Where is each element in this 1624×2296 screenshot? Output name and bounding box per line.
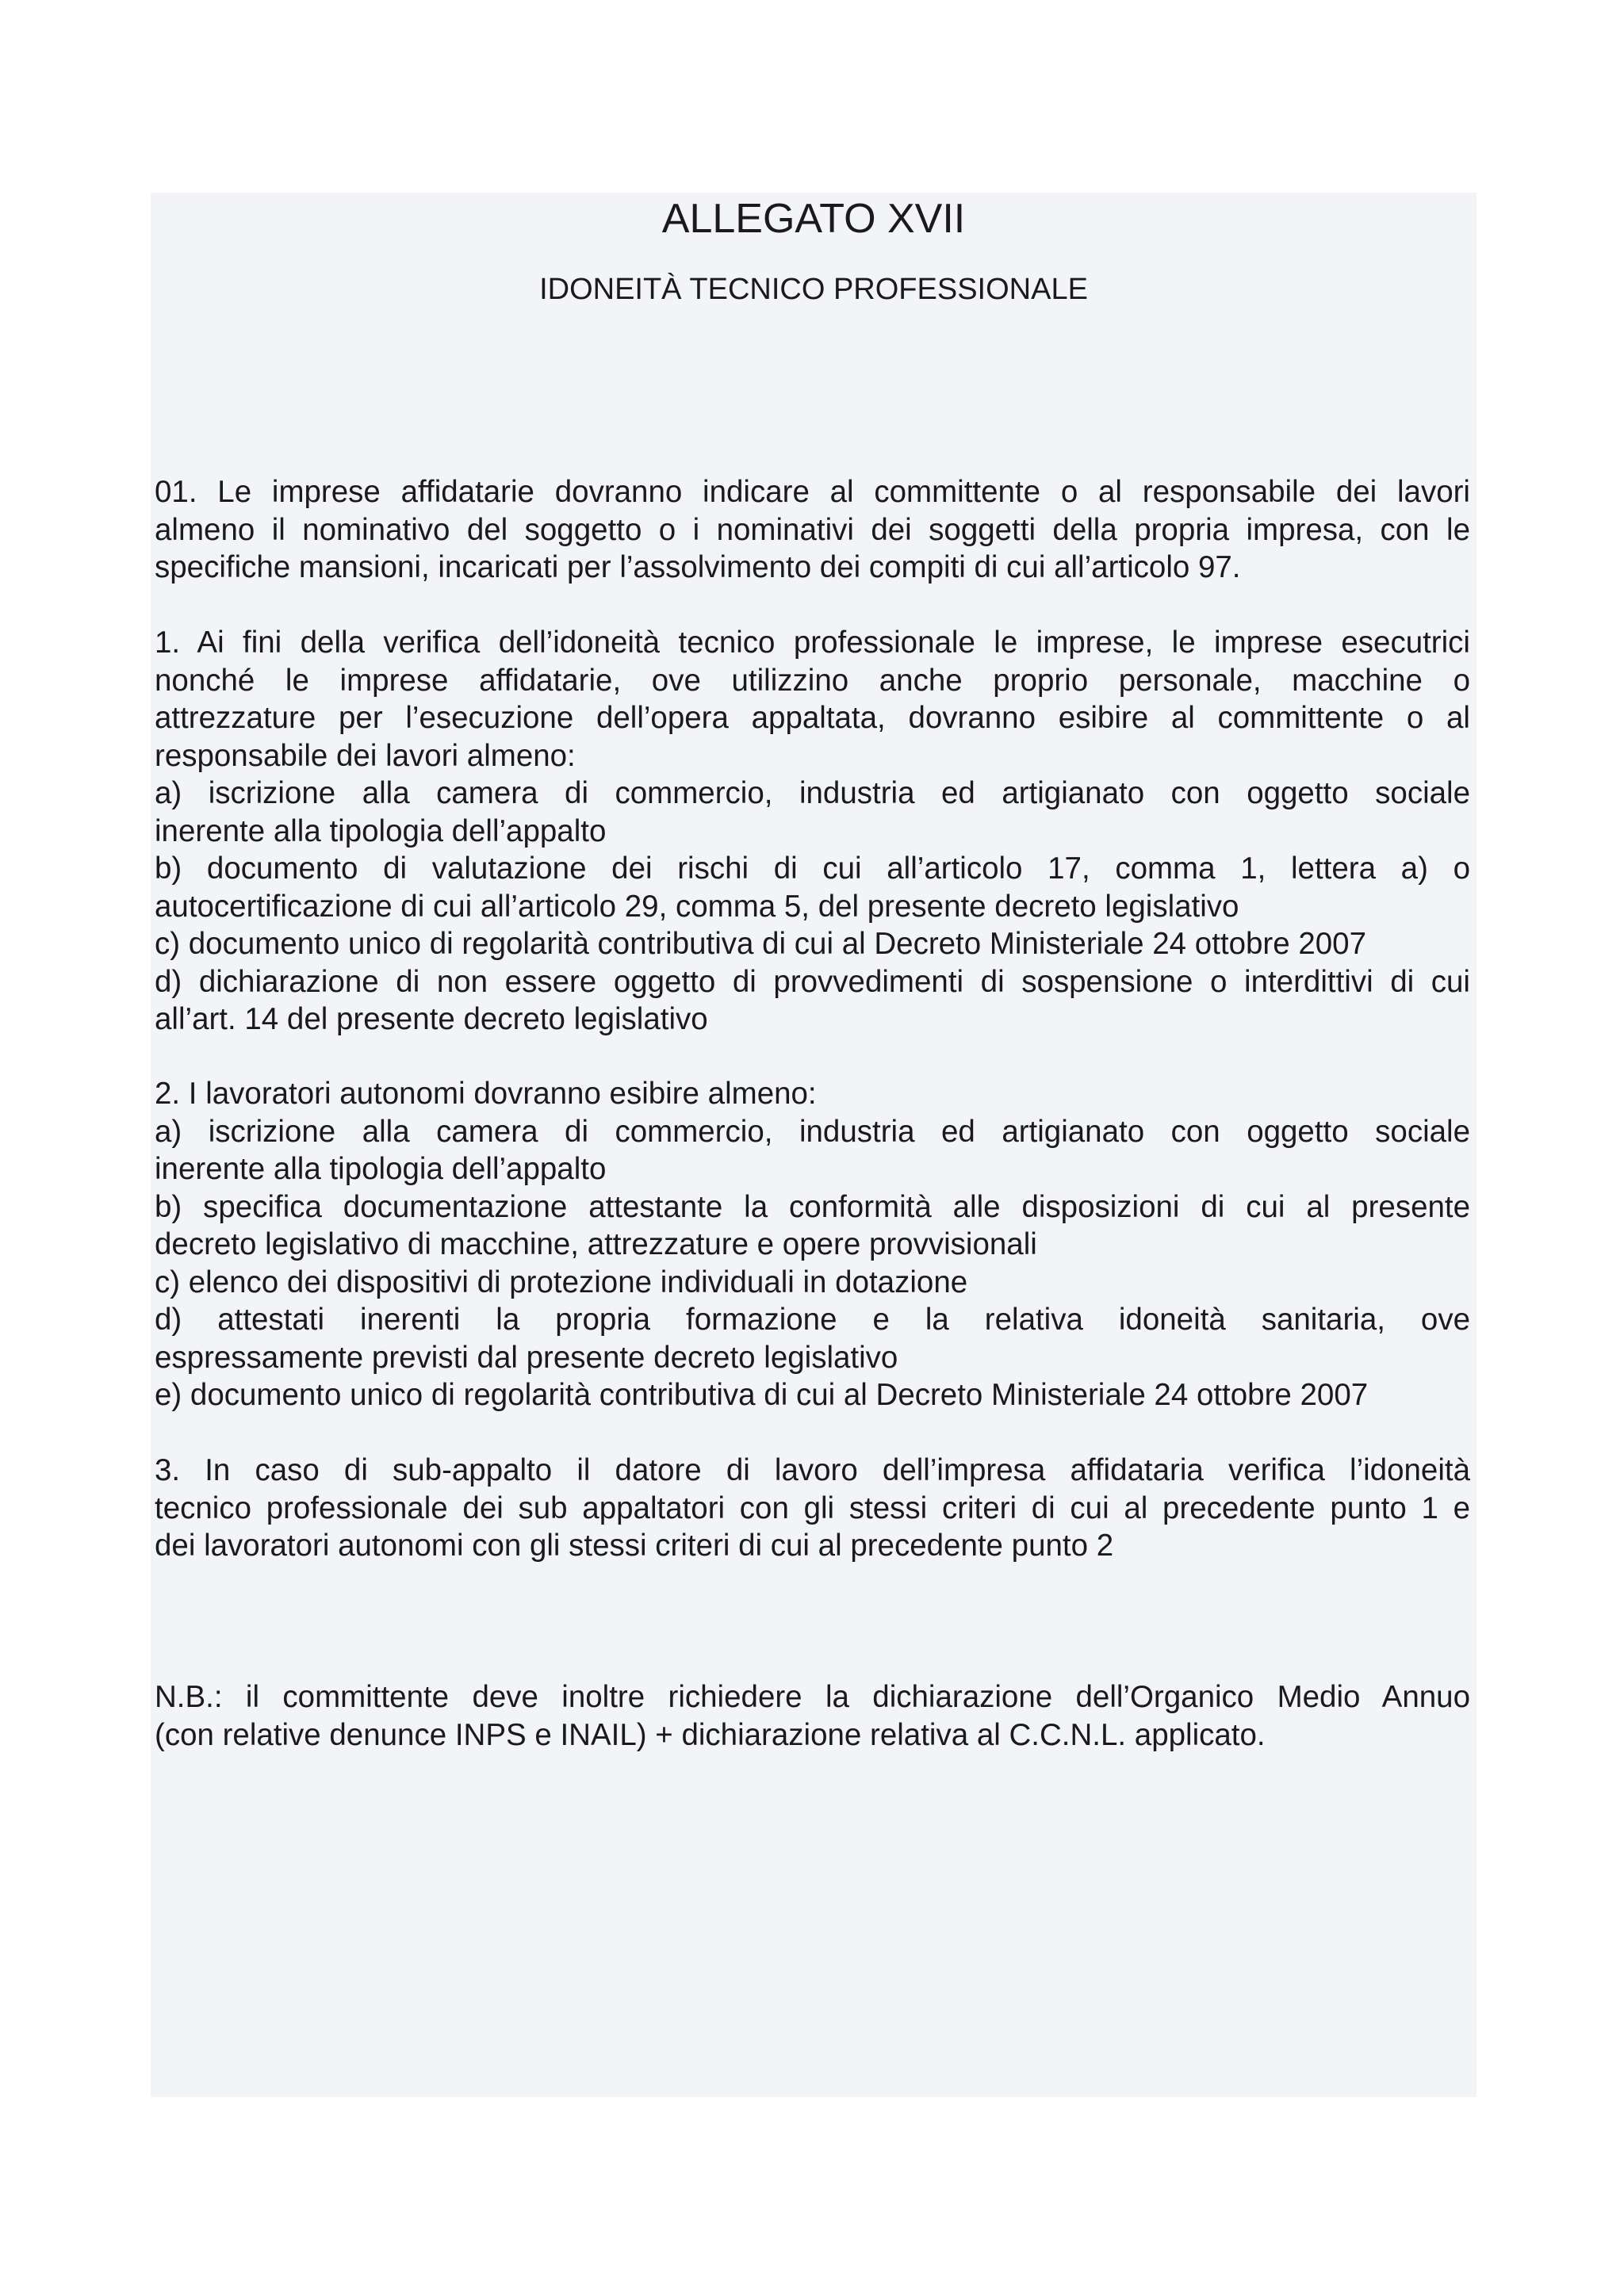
section-1-line: attrezzature per l’esecuzione dell’opera appaltata, dovranno esibire al committente o al <box>155 701 1470 735</box>
item-2a-line: inerente alla tipologia dell’appalto <box>155 1152 607 1186</box>
item-1c-line: c) documento unico di regolarità contributiva di cui al Decreto Ministeriale 24 ottobre 2007 <box>155 927 1366 961</box>
section-01-line: 01. Le imprese affidatarie dovranno indicare al committente o al responsabile dei lavori <box>155 475 1470 509</box>
section-3 <box>155 1452 1470 1565</box>
section-3-line: 3. In caso di sub-appalto il datore di lavoro dell’impresa affidataria verifica l’idoneità <box>155 1453 1470 1487</box>
section-2-line: 2. I lavoratori autonomi dovranno esibire almeno: <box>155 1077 817 1111</box>
item-2b-line: decreto legislativo di macchine, attrezzature e opere provvisionali <box>155 1227 1037 1261</box>
item-2c-line: c) elenco dei dispositivi di protezione individuali in dotazione <box>155 1265 968 1299</box>
section-01-line: almeno il nominativo del soggetto o i nominativi dei soggetti della propria impresa, con le <box>155 512 1470 547</box>
nb-note-line: N.B.: il committente deve inoltre richiedere la dichiarazione dell’Organico Medio Annuo <box>155 1680 1470 1714</box>
section-1-line: responsabile dei lavori almeno: <box>155 738 576 773</box>
document-title: ALLEGATO XVII <box>661 196 966 242</box>
nb-note-line: (con relative denunce INPS e INAIL) + dichiarazione relativa al C.C.N.L. applicato. <box>155 1717 1266 1752</box>
section-01-line: specifiche mansioni, incaricati per l’assolvimento dei compiti di cui all’articolo 97. <box>155 550 1241 584</box>
section-3-line: dei lavoratori autonomi con gli stessi criteri di cui al precedente punto 2 <box>155 1529 1114 1563</box>
item-2b-line: b) specifica documentazione attestante la conformità alle disposizioni di cui al presente <box>155 1189 1470 1224</box>
document-subtitle: IDONEITÀ TECNICO PROFESSIONALE <box>539 273 1088 306</box>
item-2d-line: d) attestati inerenti la propria formazione e la relativa idoneità sanitaria, ove <box>155 1303 1470 1337</box>
item-1d-line: all’art. 14 del presente decreto legislativo <box>155 1002 708 1036</box>
section-1-line: 1. Ai fini della verifica dell’idoneità tecnico professionale le imprese, le imprese esecutrici <box>155 626 1470 660</box>
item-1b-line: b) documento di valutazione dei rischi di cui all’articolo 17, comma 1, lettera a) o <box>155 851 1470 886</box>
item-2a-line: a) iscrizione alla camera di commercio, industria ed artigianato con oggetto sociale <box>155 1114 1470 1149</box>
item-1a-line: inerente alla tipologia dell’appalto <box>155 813 607 848</box>
item-1d-line: d) dichiarazione di non essere oggetto di provvedimenti di sospensione o interdittivi di cui <box>155 964 1470 999</box>
document-panel <box>151 193 1477 2097</box>
section-1-line: nonché le imprese affidatarie, ove utilizzino anche proprio personale, macchine o <box>155 663 1470 698</box>
item-1b-line: autocertificazione di cui all’articolo 29, comma 5, del presente decreto legislativo <box>155 889 1239 924</box>
nb-note <box>155 1678 1470 1754</box>
section-01 <box>155 473 1470 587</box>
section-2 <box>155 1075 1470 1414</box>
item-2e-line: e) documento unico di regolarità contributiva di cui al Decreto Ministeriale 24 ottobre 2007 <box>155 1378 1369 1412</box>
section-1 <box>155 624 1470 1039</box>
item-1a-line: a) iscrizione alla camera di commercio, industria ed artigianato con oggetto sociale <box>155 776 1470 810</box>
section-3-line: tecnico professionale dei sub appaltatori con gli stessi criteri di cui al precedente punto 1 e <box>155 1490 1470 1525</box>
item-2d-line: espressamente previsti dal presente decreto legislativo <box>155 1340 898 1375</box>
